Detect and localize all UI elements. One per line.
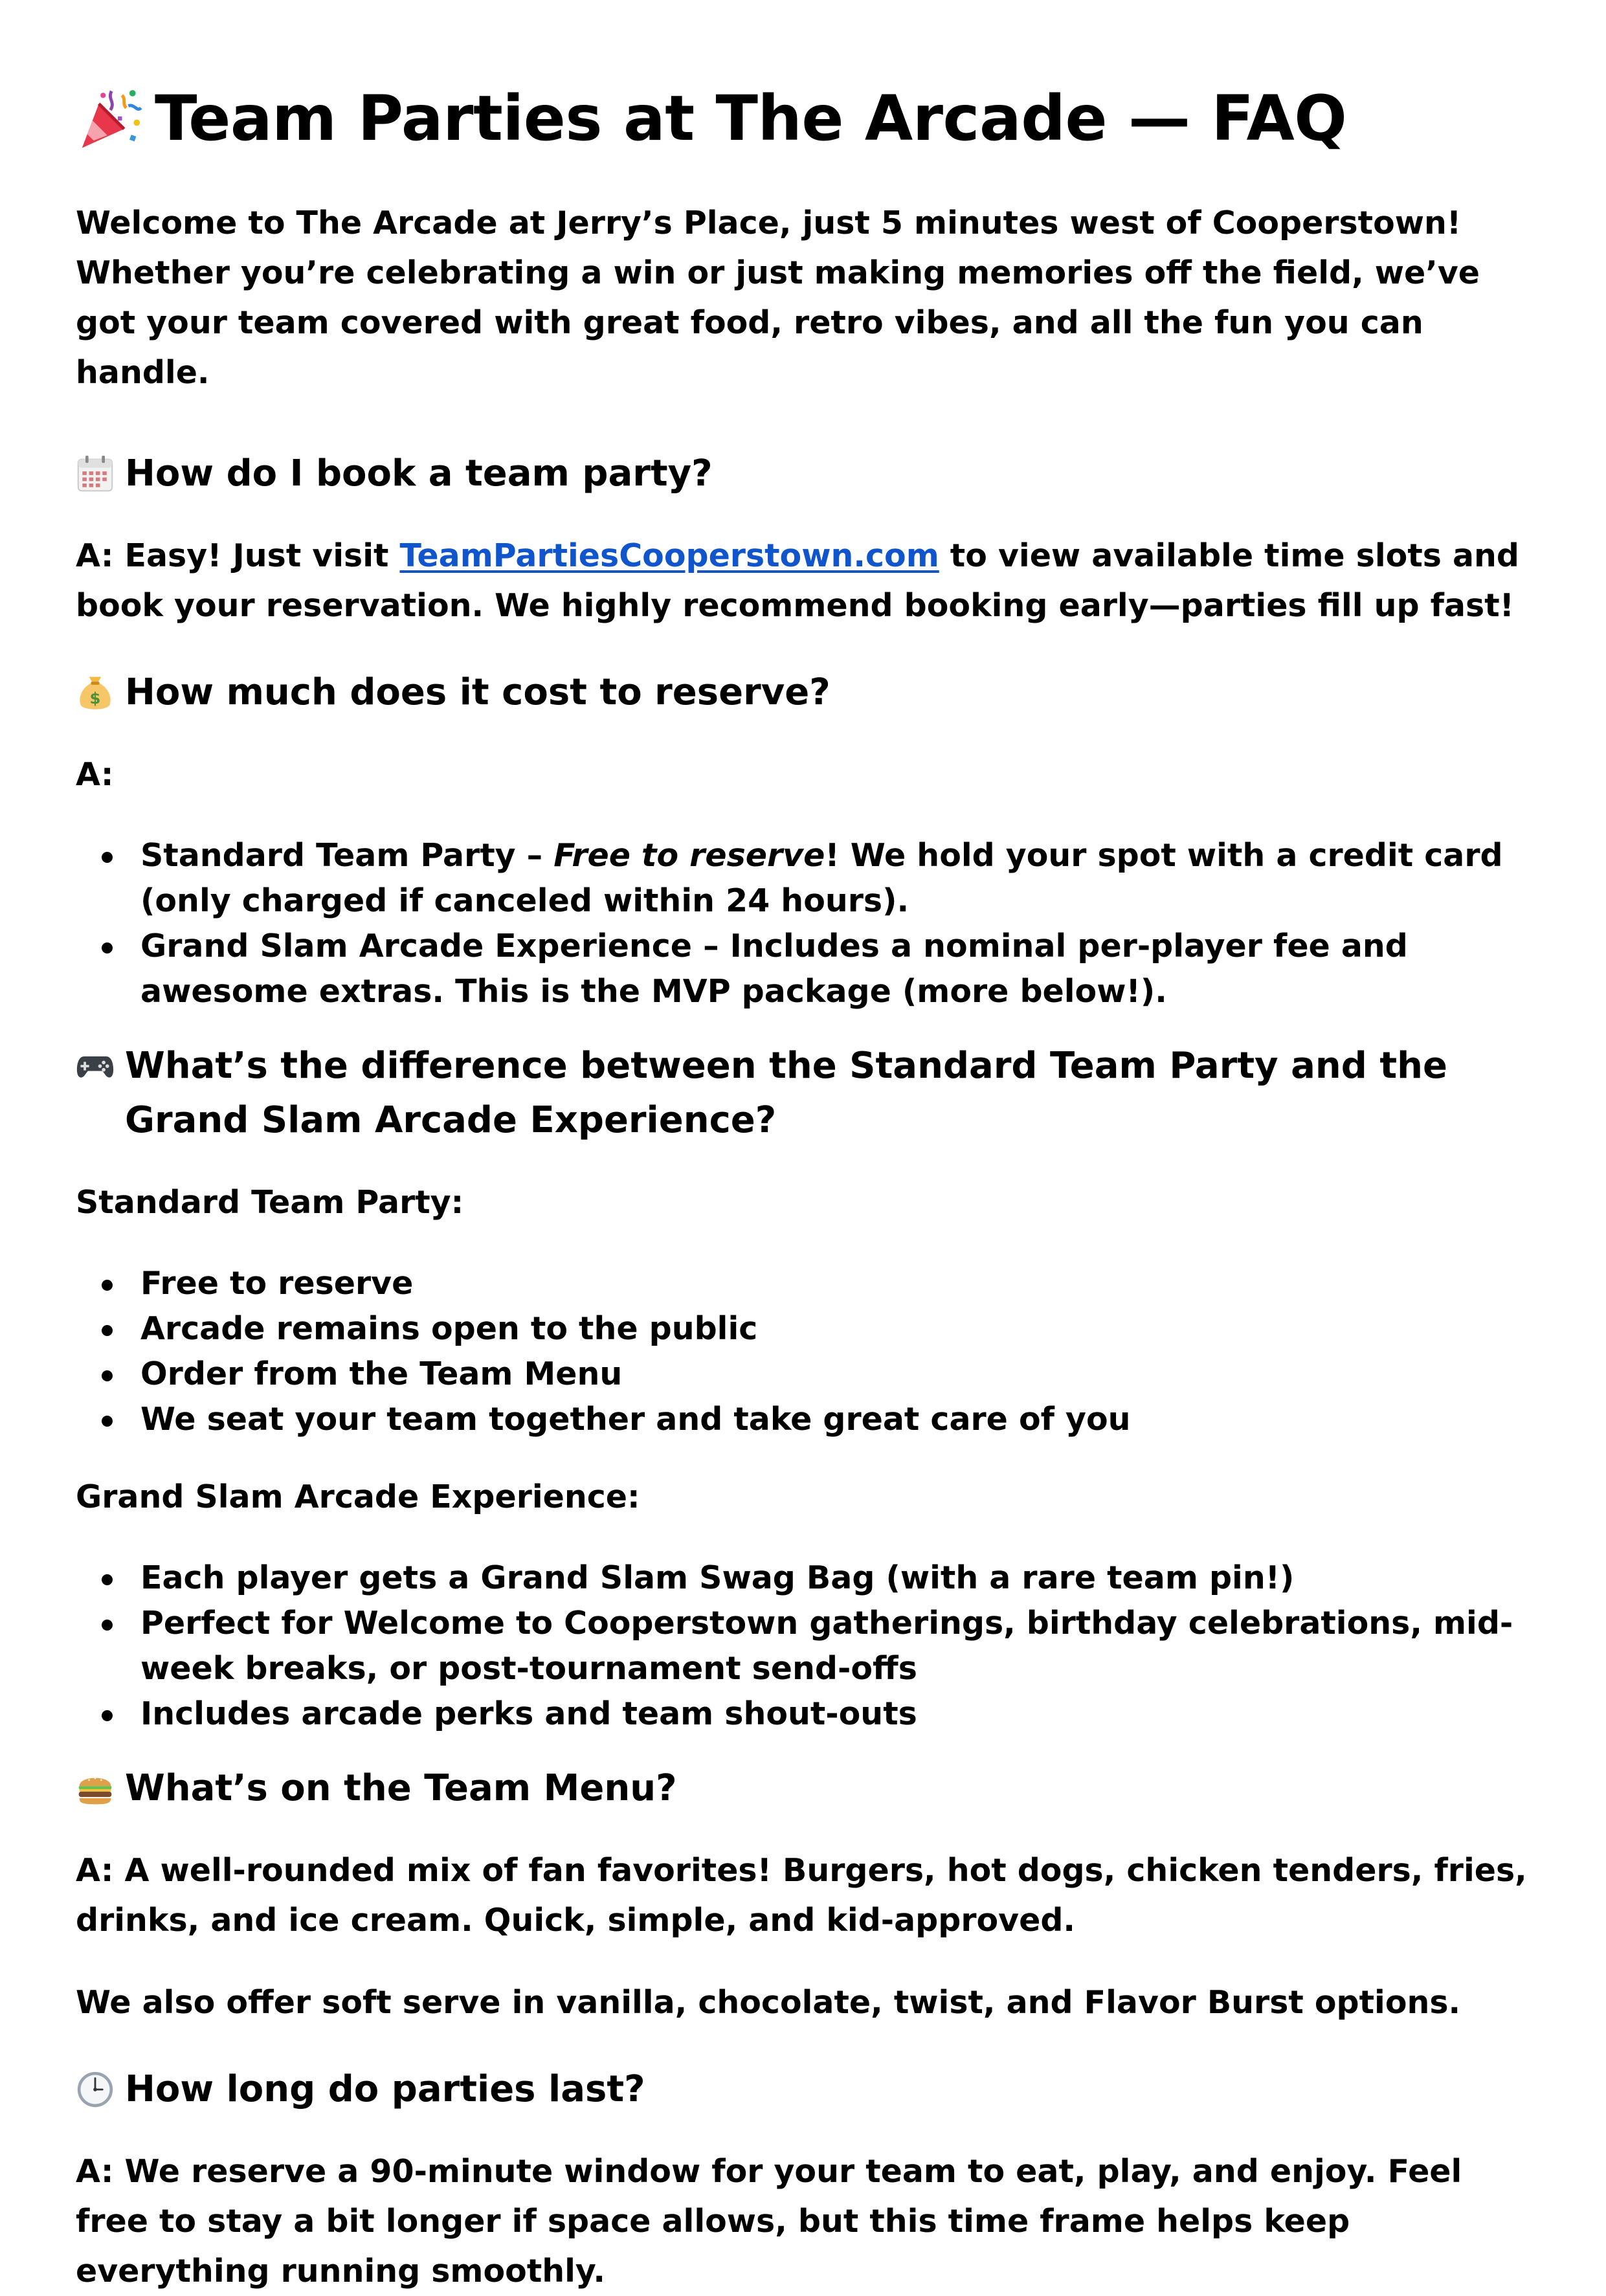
soft-serve-paragraph: We also offer soft serve in vanilla, chocolate, twist, and Flavor Burst options.: [76, 1984, 1461, 2021]
money-bag-icon: [76, 673, 115, 712]
list-item: Arcade remains open to the public: [140, 1306, 1535, 1352]
party-popper-icon: [76, 85, 143, 152]
answer-text: to view available time slots and book your reservation. We highly recommend booking early—parties fill up fast!: [76, 537, 1520, 624]
game-controller-icon: [76, 1047, 115, 1086]
faq-answer-duration: A: We reserve a 90-minute window for your team to eat, play, and enjoy. Feel free to stay a bit longer if space allows, but this time frame helps keep everything running smoothly.: [76, 2153, 1462, 2290]
burger-icon: [76, 1769, 115, 1808]
list-item-rest: ! We hold your spot with a credit card (only charged if canceled within 24 hours).: [140, 837, 1503, 919]
cost-options-list: [76, 833, 1535, 1014]
faq-heading-cost: [76, 665, 1535, 720]
grand-slam-label: Grand Slam Arcade Experience:: [76, 1478, 640, 1515]
list-item: Free to reserve: [140, 1261, 1535, 1306]
list-item-lead: Standard Team Party –: [140, 837, 554, 874]
faq-heading-menu: [76, 1761, 1535, 1816]
svg-text:$: $: [89, 688, 101, 708]
faq-question-menu: What’s on the Team Menu?: [125, 1767, 677, 1809]
faq-heading-duration: [76, 2062, 1535, 2117]
page-title-text: Team Parties at The Arcade — FAQ: [155, 82, 1347, 155]
faq-answer-booking: [76, 531, 1535, 630]
faq-question-difference: What’s the difference between the Standard Team Party and the Grand Slam Arcade Experience?: [125, 1045, 1447, 1141]
standard-party-label: Standard Team Party:: [76, 1184, 464, 1221]
faq-answer-menu: A: A well-rounded mix of fan favorites! Burgers, hot dogs, chicken tenders, fries, drinks, and ice cream. Quick, simple, and kid-approved.: [76, 1852, 1527, 1939]
booking-website-link[interactable]: TeamPartiesCooperstown.com: [399, 537, 939, 574]
list-item: Grand Slam Arcade Experience – Includes a nominal per-player fee and awesome extras. This is the MVP package (more below!).: [140, 924, 1535, 1014]
faq-question-booking: How do I book a team party?: [125, 452, 713, 495]
list-item: [140, 833, 1535, 924]
standard-party-list: [76, 1261, 1535, 1442]
intro-paragraph: Welcome to The Arcade at Jerry’s Place, just 5 minutes west of Cooperstown! Whether you’re celebrating a win or just making memories off the field, we’ve got your team covered with great food, retro vibes, and all the fun you can handle.: [76, 205, 1480, 391]
faq-heading-booking: [76, 447, 1535, 501]
calendar-icon: [76, 454, 115, 493]
faq-question-duration: How long do parties last?: [125, 2068, 645, 2110]
list-item: Includes arcade perks and team shout-outs: [140, 1691, 1535, 1737]
list-item: Each player gets a Grand Slam Swag Bag (with a rare team pin!): [140, 1555, 1535, 1601]
faq-heading-difference: [76, 1039, 1535, 1148]
faq-answer-label-cost: A:: [76, 756, 114, 793]
list-item: We seat your team together and take great care of you: [140, 1397, 1535, 1442]
clock-icon: [76, 2070, 115, 2109]
list-item-emphasis: Free to reserve: [553, 837, 825, 874]
grand-slam-list: [76, 1555, 1535, 1737]
page-title: [76, 76, 1535, 161]
list-item: Order from the Team Menu: [140, 1352, 1535, 1397]
faq-question-cost: How much does it cost to reserve?: [125, 671, 831, 713]
answer-text: A: Easy! Just visit: [76, 537, 400, 574]
list-item: Perfect for Welcome to Cooperstown gatherings, birthday celebrations, mid-week breaks, or post-tournament send-offs: [140, 1601, 1535, 1691]
